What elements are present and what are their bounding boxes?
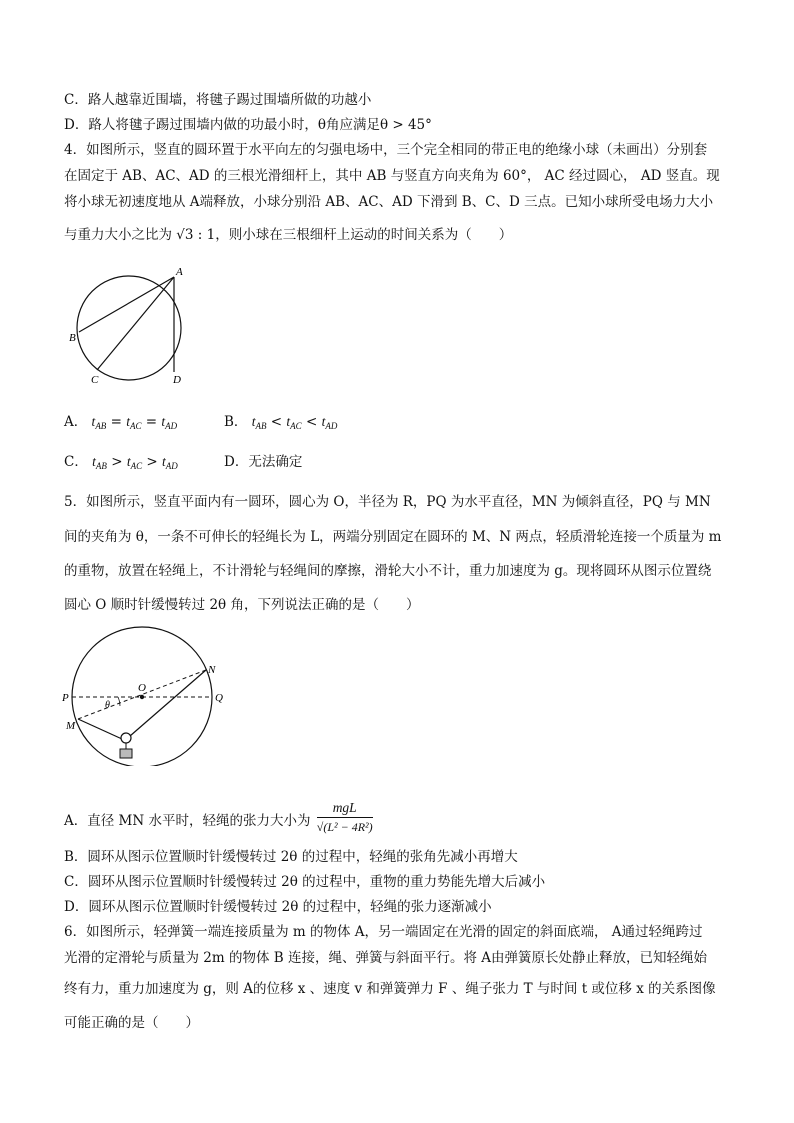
theta-arc: [118, 697, 120, 706]
label-m: M: [66, 720, 76, 732]
q5-option-a: [64, 800, 373, 840]
rope-left: [78, 719, 122, 739]
q6-stem-line3: 终有力，重力加速度为 g，则 A的位移 x 、速度 v 和弹簧弹力 F 、绳子张力 T 与时间 t 或位移 x 的关系图像: [64, 981, 716, 997]
q4-option-a: A． $t_{AB} = t_{AC} = t_{AD}$: [64, 414, 178, 431]
q6-stem-line1: 6．如图所示，轻弹簧一端连接质量为 m 的物体 A，另一端固定在光滑的固定的斜面底端， A通过轻绳跨过: [64, 924, 703, 940]
q4-stem-line1: 4．如图所示，竖直的圆环置于水平向左的匀强电场中，三个完全相同的带正电的绝缘小球（未画出）分别套: [64, 142, 708, 158]
rod-ab: [79, 277, 174, 332]
q4-option-c-prefix: C．: [64, 454, 88, 470]
q4-ring: [77, 276, 181, 380]
label-d: D: [173, 374, 181, 386]
q5-option-b: B．圆环从图示位置顺时针缓慢转过 2θ 的过程中，轻绳的张角先减小再增大: [64, 849, 518, 865]
q4-option-b: B． $t_{AB} < t_{AC} < t_{AD}$: [224, 414, 338, 431]
q5-option-c: C．圆环从图示位置顺时针缓慢转过 2θ 的过程中，重物的重力势能先增大后减小: [64, 874, 546, 890]
q5-option-d: D．圆环从图示位置顺时针缓慢转过 2θ 的过程中，轻绳的张力逐渐减小: [64, 899, 492, 915]
pulley: [121, 733, 131, 743]
diameter-mn: [78, 670, 206, 719]
q4-option-b-prefix: B．: [224, 414, 248, 430]
q5-option-a-text: A．直径 MN 水平时，轻绳的张力大小为: [64, 813, 311, 829]
q5-stem-line1: 5．如图所示，竖直平面内有一圆环，圆心为 O，半径为 R，PQ 为水平直径，MN 为倾斜直径，PQ 与 MN: [64, 494, 711, 510]
q5-ring-figure: [60, 626, 230, 766]
q3-option-d: D．路人将毽子踢过围墙内做的功最小时，θ角应满足θ > 45°: [64, 117, 432, 133]
q4-stem-line3: 将小球无初速度地从 A端释放，小球分别沿 AB、AC、AD 下滑到 B、C、D 三点。已知小球所受电场力大小: [64, 194, 714, 210]
q4-option-d: D．无法确定: [224, 454, 303, 470]
q4-circle-figure: [64, 262, 204, 392]
q5-stem-line3: 的重物，放置在轻绳上，不计滑轮与轻绳间的摩擦，滑轮大小不计，重力加速度为 g。现将圆环从图示位置绕: [64, 563, 712, 579]
center-o: [140, 695, 144, 699]
label-o: O: [138, 682, 146, 694]
tension-fraction: [317, 799, 373, 836]
rope-right: [130, 670, 206, 736]
q3-option-c: C．路人越靠近围墙，将毽子踢过围墙所做的功越小: [64, 92, 372, 108]
label-n: N: [208, 664, 216, 676]
q4-option-a-prefix: A．: [64, 414, 88, 430]
weight-block: [120, 749, 132, 758]
label-p: P: [62, 692, 69, 704]
rod-ac: [97, 277, 174, 370]
label-b: B: [69, 332, 76, 344]
q4-stem-line2: 在固定于 AB、AC、AD 的三根光滑细杆上，其中 AB 与竖直方向夹角为 60°， AC 经过圆心， AD 竖直。现: [64, 168, 720, 184]
label-q: Q: [215, 692, 223, 704]
fraction-numerator: mgL: [317, 799, 373, 818]
q5-stem-line2: 间的夹角为 θ，一条不可伸长的轻绳长为 L，两端分别固定在圆环的 M、N 两点，轻质滑轮连接一个质量为 m: [64, 529, 722, 545]
q4-stem-line4: 与重力大小之比为 √3 : 1，则小球在三根细杆上运动的时间关系为（ ）: [64, 227, 513, 243]
q5-stem-line4: 圆心 O 顺时针缓慢转过 2θ 角，下列说法正确的是（ ）: [64, 597, 420, 613]
label-a: A: [176, 266, 183, 278]
label-c: C: [91, 374, 99, 386]
label-theta: θ: [105, 700, 110, 711]
q4-option-c: C． $t_{AB} > t_{AC} > t_{AD}$: [64, 454, 178, 471]
q6-stem-line4: 可能正确的是（ ）: [64, 1015, 199, 1031]
fraction-denominator: √(L² − 4R²): [316, 820, 373, 834]
q6-stem-line2: 光滑的定滑轮与质量为 2m 的物体 B 连接，绳、弹簧与斜面平行。将 A由弹簧原长处静止释放，已知轻绳始: [64, 950, 708, 966]
